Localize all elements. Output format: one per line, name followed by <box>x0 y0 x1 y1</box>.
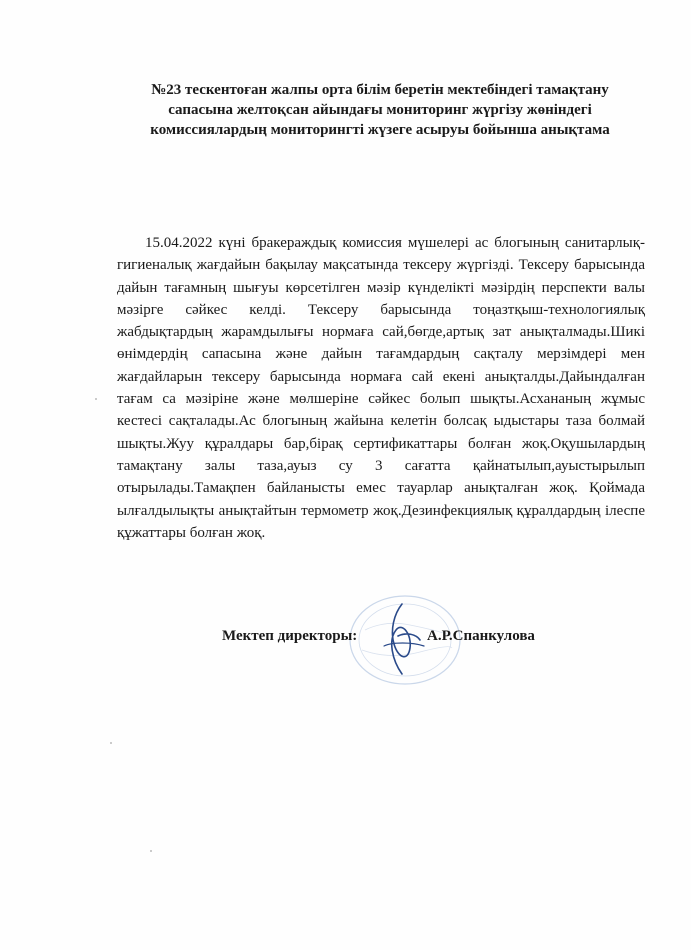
signature-block <box>222 628 642 668</box>
scan-speck <box>110 742 112 744</box>
document-body: 15.04.2022 күні бракераждық комиссия мүшелері ас блогының санитарлық-гигиеналық жағдайын бақылау мақсатында тексеру жүргізді. Тексеру барысында дайын тағамның шығуы көрсетілген мәзір күнделікті мәзірдің перспекти валы мәзірге сәйкес келді. Тексеру барысында тоңазтқыш-технологиялық жабдықтардың жарамдылығы нормаға сай,бөгде,артық зат анықталмады.Шикі өнімдердің сапасына және дайын тағамдардың сақталу мерзімдері мен жағдайларын тексеру барысында нормаға сай екені анықталды.Дайындалған тағам са мәзіріне және мөлшеріне сәйкес болып шықты.Асхананың жұмыс кестесі сақталады.Ас блогының жайына келетін болсақ ыдыстары таза болмай шықты.Жуу құралдары бар,бірақ сертификаттары болған жоқ.Оқушылардың тамақтану залы таза,ауыз су 3 сағатта қайнатылып,ауыстырылып отырылады.Тамақпен байланысты емес тауарлар анықталған жоқ. Қоймада ылғалдылықты анықтайтын термометр жоқ.Дезинфекциялық құралдардың ілеспе құжаттары болған жоқ. <box>117 235 645 541</box>
document-title <box>120 80 640 140</box>
title-line-2: сапасына желтоқсан айындағы мониторинг жүргізу жөніндегі <box>168 102 592 118</box>
title-line-3: комиссиялардың мониторингті жүзеге асыруы бойынша анықтама <box>150 122 610 138</box>
signature-name: А.Р.Спанкулова <box>427 628 535 644</box>
scan-speck <box>95 398 97 400</box>
title-line-1: №23 тескентоған жалпы орта білім беретін мектебіндегі тамақтану <box>151 82 609 98</box>
scan-speck <box>150 850 152 852</box>
signature-label: Мектеп директоры: <box>222 628 358 644</box>
